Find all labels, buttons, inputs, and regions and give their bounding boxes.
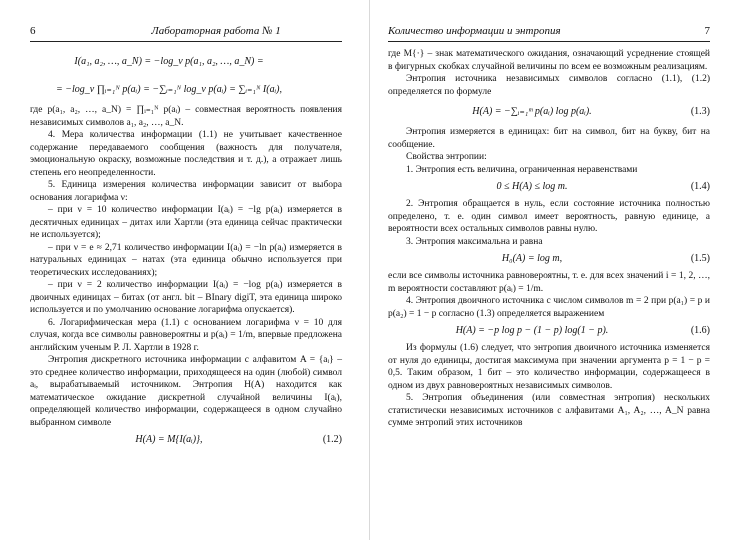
paragraph-item-5: 5. Единица измерения количества информации зависит от выбора основания логарифма ν: (30, 180, 342, 203)
paragraph-property-4: 4. Энтропия двоичного источника с числом символов m = 2 при p(a₁) = p и p(a₂) = 1 − p согласно (1.3) определяется выражением (388, 296, 710, 319)
paragraph-entropy-formula-intro: Энтропия источника независимых символов согласно (1.1), (1.2) определяется по формуле (388, 74, 710, 97)
paragraph-item-4: 4. Мера количества информации (1.1) не учитывает качественное содержание передаваемого сообщения (важность для получателя, эмоциональную окраску, возможные последствия и т. д.), а отражает лишь степень его неопределенности. (30, 130, 342, 178)
paragraph-units-dit: – при ν = 10 количество информации I(aᵢ) = −lg p(aᵢ) измеряется в десятичных единицах – дитах или Хартли (эта единица сейчас практически не используется); (30, 205, 342, 240)
running-title: Количество информации и энтропия (388, 25, 561, 37)
equation-number: (1.6) (690, 325, 710, 336)
paragraph-units-nat: – при ν = e ≈ 2,71 количество информации I(aᵢ) = −ln p(aᵢ) измеряется в натуральных единицах – натах (эта единица обычно используется при теоретических исследованиях); (30, 242, 342, 278)
paragraph-property-5: 5. Энтропия объединения (или совместная энтропия) нескольких статистически независимых источников с алфавитами A₁, A₂, …, A_N равна сумме энтропий этих источников (388, 393, 710, 428)
paragraph-property-2: 2. Энтропия обращается в нуль, если состояние источника полностью определено, т. е. один символ имеет вероятность, равную единице, а вероятности всех остальных символов равны нулю. (388, 199, 710, 234)
paragraph-equiprobable: если все символы источника равновероятны, т. е. для всех значений i = 1, 2, …, m вероятности составляют p(aᵢ) = 1/m. (388, 271, 710, 294)
paragraph-item-6: 6. Логарифмическая мера (1.1) с основанием логарифма ν = 10 для случая, когда все символы равновероятны и p(aᵢ) = 1/m, впервые предложена английским ученым Р. Л. Хартли в 1928 г. (30, 317, 342, 353)
left-page-body (30, 48, 342, 451)
page-number: 6 (30, 25, 36, 37)
equation-number: (1.4) (690, 181, 710, 192)
formula-joint-information-2: = −log_ν ∏ᵢ₌₁ᴺ p(aᵢ) = −∑ᵢ₌₁ᴺ log_ν p(aᵢ) = ∑ᵢ₌₁ᴺ I(aᵢ), (55, 84, 282, 95)
left-page-header (30, 25, 342, 39)
formula-joint-information-1: I(a₁, a₂, …, a_N) = −log_ν p(a₁, a₂, …, a_N) = (74, 56, 264, 67)
right-page-header (388, 25, 710, 39)
paragraph-joint-probability: где p(a₁, a₂, …, a_N) = ∏ᵢ₌₁ᴺ p(aᵢ) – совместная вероятность появления независимых символов a₁, a₂, …, a_N. (30, 105, 342, 128)
running-title: Лабораторная работа № 1 (151, 25, 281, 37)
paragraph-binary-entropy: Из формулы (1.6) следует, что энтропия двоичного источника изменяется от нуля до единицы, достигая максимума при значении аргумента p = 1 − p = 0,5. Таким образом, 1 бит – это количество информации, содержащееся в одном из двух равновероятных независимых символов. (388, 343, 710, 391)
header-rule (388, 41, 710, 42)
equation-1-5: H₀(A) = log m, (1.5) (388, 248, 710, 270)
paragraph-properties-heading: Свойства энтропии: (406, 152, 487, 162)
equation-number: (1.5) (690, 253, 710, 264)
right-page (370, 0, 740, 540)
paragraph-property-1: 1. Энтропия есть величина, ограниченная неравенствами (406, 164, 638, 175)
header-rule (30, 41, 342, 42)
equation-1-3: H(A) = −∑ᵢ₌₁ᵐ p(aᵢ) log p(aᵢ). (1.3) (388, 98, 710, 126)
right-page-body (388, 48, 710, 430)
equation-number: (1.3) (690, 106, 710, 117)
equation-1-6: H(A) = −p log p − (1 − p) log(1 − p). (1.6) (388, 320, 710, 342)
equation-1-2: H(A) = M{I(aᵢ)}, (1.2) (30, 429, 342, 451)
paragraph-entropy-units: Энтропия измеряется в единицах: бит на символ, бит на букву, бит на сообщение. (388, 127, 710, 150)
equation-1-4: 0 ≤ H(A) ≤ log m. (1.4) (388, 176, 710, 198)
paragraph-units-bit: – при ν = 2 количество информации I(aᵢ) = −log p(aᵢ) измеряется в двоичных единицах – битах (от англ. bit – BInary digiT, эта единица широко используется и по умолчанию основание логарифма опускается). (30, 280, 342, 315)
equation-number: (1.2) (322, 434, 342, 445)
paragraph-property-3: 3. Энтропия максимальна и равна (406, 236, 543, 247)
page-number: 7 (704, 25, 710, 37)
paragraph-expectation: где M{·} – знак математического ожидания, означающий усреднение стоящей в фигурных скобках случайной величины по всем ее возможным реализациям. (388, 49, 710, 72)
paragraph-entropy-definition: Энтропия дискретного источника информации с алфавитом A = {aᵢ} – это среднее количество информации, приходящееся на один (любой) символ aᵢ, вырабатываемый источником. Энтропия H(A) находится как математическое ожидание дискретной случайной величины I(aᵢ), определяющей количество информации, содержащееся в одном случайно выбранном символе (30, 355, 342, 428)
